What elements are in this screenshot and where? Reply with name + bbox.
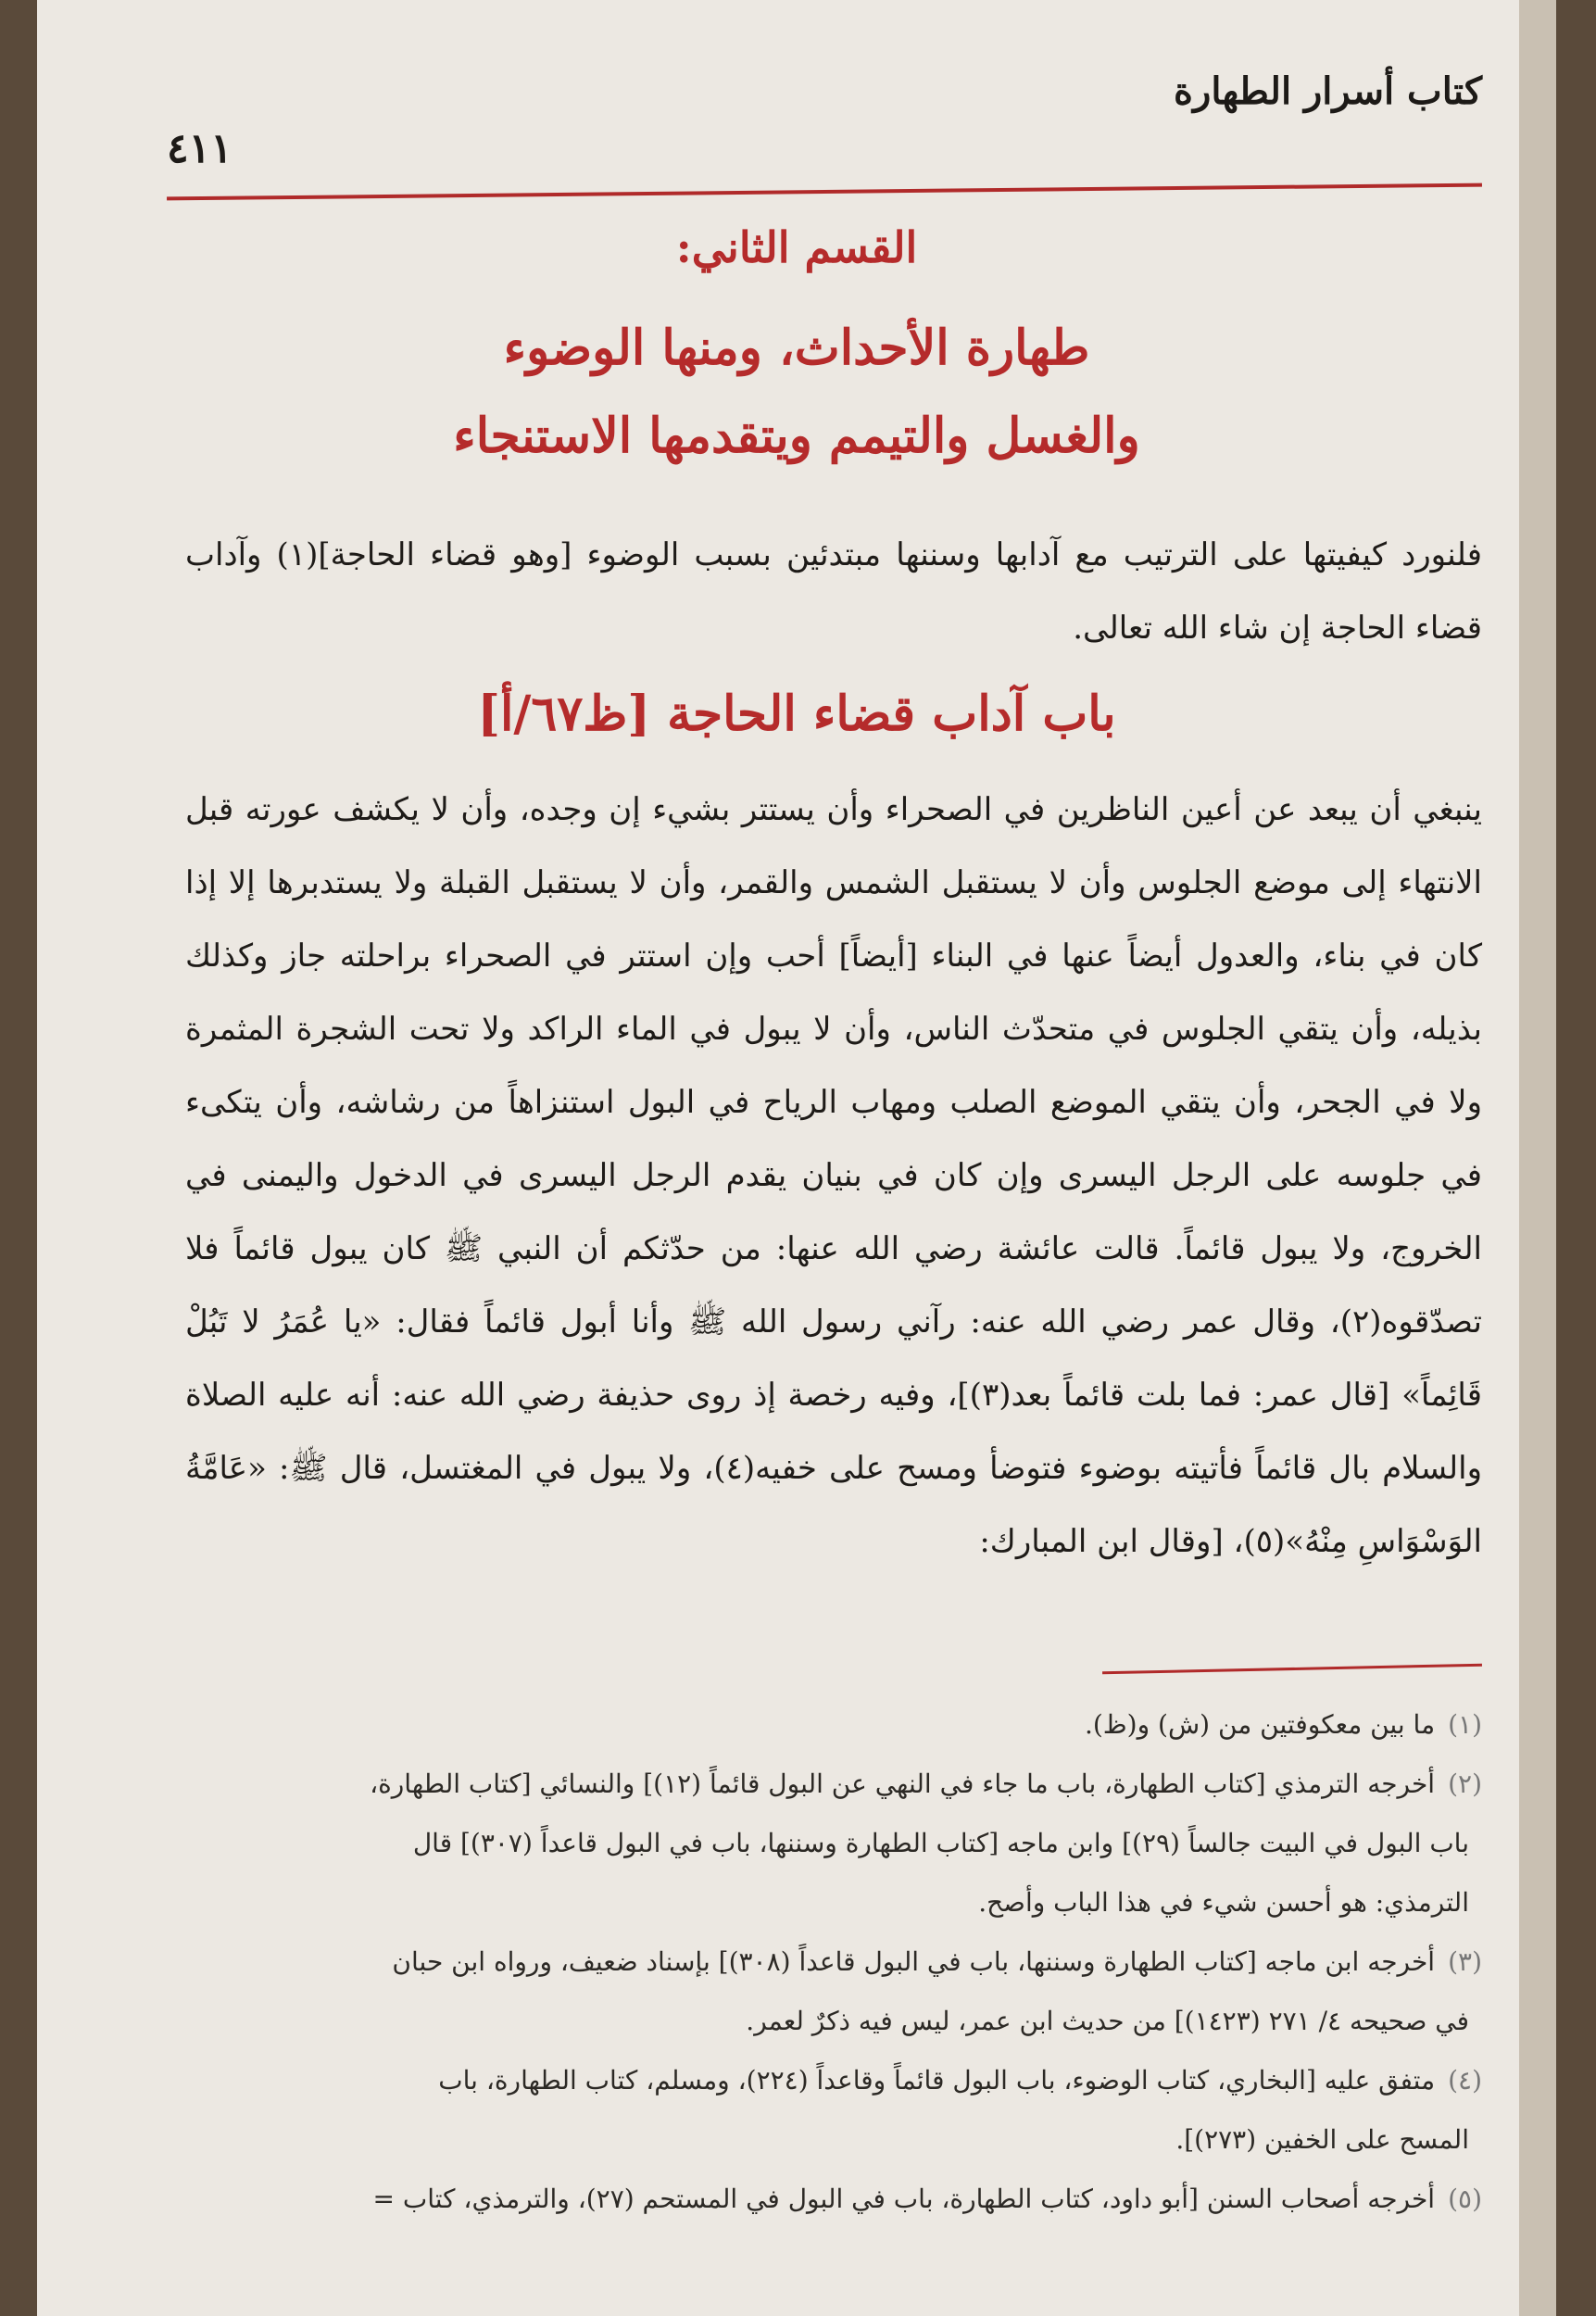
section-label: القسم الثاني:	[675, 222, 918, 272]
footnote: (٢)أخرجه الترمذي [كتاب الطهارة، باب ما جاء في النهي عن البول قائماً (١٢)] والنسائي [كتاب الطهارة،	[370, 1768, 1482, 1799]
footnote-continued: باب البول في البيت جالساً (٢٩)] وابن ماجه [كتاب الطهارة وسننها، باب في البول قاعداً (٣٠٧)] قال	[412, 1828, 1469, 1858]
section-title-line-1: طهارة الأحداث، ومنها الوضوء	[503, 320, 1090, 376]
header-rule	[167, 183, 1482, 201]
book-page	[37, 0, 1556, 2316]
intro-paragraph: فلنورد كيفيتها على الترتيب مع آدابها وسننها مبتدئين بسبب الوضوء [وهو قضاء الحاجة](١) وآداب قضاء الحاجة إن شاء الله تعالى.	[185, 536, 1482, 647]
footnote: (١)ما بين معكوفتين من (ش) و(ظ).	[1084, 1709, 1482, 1740]
footnote-continued: في صحيحه ٤/ ٢٧١ (١٤٢٣)] من حديث ابن عمر، ليس فيه ذكرٌ لعمر.	[746, 2006, 1469, 2036]
footnote-continued: المسح على الخفين (٢٧٣)].	[1175, 2124, 1469, 2155]
footnotes	[259, 1695, 1482, 2229]
section-title-line-2: والغسل والتيمم ويتقدمها الاستنجاء	[453, 408, 1140, 464]
footnote-continued: الترمذي: هو أحسن شيء في هذا الباب وأصح.	[978, 1887, 1469, 1918]
chapter-title: باب آداب قضاء الحاجة [ظ٦٧/أ]	[477, 686, 1116, 742]
footnote-rule	[1102, 1664, 1482, 1675]
footnote: (٤)متفق عليه [البخاري، كتاب الوضوء، باب البول قائماً وقاعداً (٢٢٤)، ومسلم، كتاب الطهارة، باب	[438, 2065, 1482, 2096]
footnote: (٣)أخرجه ابن ماجه [كتاب الطهارة وسننها، باب في البول قاعداً (٣٠٨)] بإسناد ضعيف، ورواه ابن حبان	[392, 1946, 1482, 1977]
page-number: ٤١١	[167, 125, 232, 172]
footnote: (٥)أخرجه أصحاب السنن [أبو داود، كتاب الطهارة، باب في البول في المستحم (٢٧)، والترمذي، كتاب =	[372, 2184, 1482, 2214]
page-edge	[1519, 0, 1556, 2316]
running-header-title: كتاب أسرار الطهارة	[1174, 69, 1482, 113]
body-paragraph: ينبغي أن يبعد عن أعين الناظرين في الصحراء وأن يستتر بشيء إن وجده، وأن لا يكشف عورته قبل الانتهاء إلى موضع الجلوس وأن لا يستقبل الشمس والقمر، وأن لا يستقبل القبلة ولا يستدبرها إلا إذا كان في بناء، والعدول أيضاً عنها في البناء [أيضاً] أحب وإن استتر في الصحراء براحلته جاز وكذلك بذيله، وأن يتقي الجلوس في متحدّث الناس، وأن لا يبول في الماء الراكد ولا تحت الشجرة المثمرة ولا في الجحر، وأن يتقي الموضع الصلب ومهاب الرياح في البول استنزاهاً من رشاشه، وأن يتكىء في جلوسه على الرجل اليسرى وإن كان في بنيان يقدم الرجل اليسرى في الدخول واليمنى في الخروج، ولا يبول قائماً. قالت عائشة رضي الله عنها: من حدّثكم أن النبي ﷺ كان يبول قائماً فلا تصدّقوه(٢)، وقال عمر رضي الله عنه: رآني رسول الله ﷺ وأنا أبول قائماً فقال: «يا عُمَرُ لا تَبُلْ قَائِماً» [قال عمر: فما بلت قائماً بعد(٣)]، وفيه رخصة إذ روى حذيفة رضي الله عنه: أنه عليه الصلاة والسلام بال قائماً فأتيته بوضوء فتوضأ ومسح على خفيه(٤)، ولا يبول في المغتسل، قال ﷺ: «عَامَّةُ الوَسْوَاسِ مِنْهُ»(٥)، [وقال ابن المبارك:	[185, 791, 1483, 1560]
